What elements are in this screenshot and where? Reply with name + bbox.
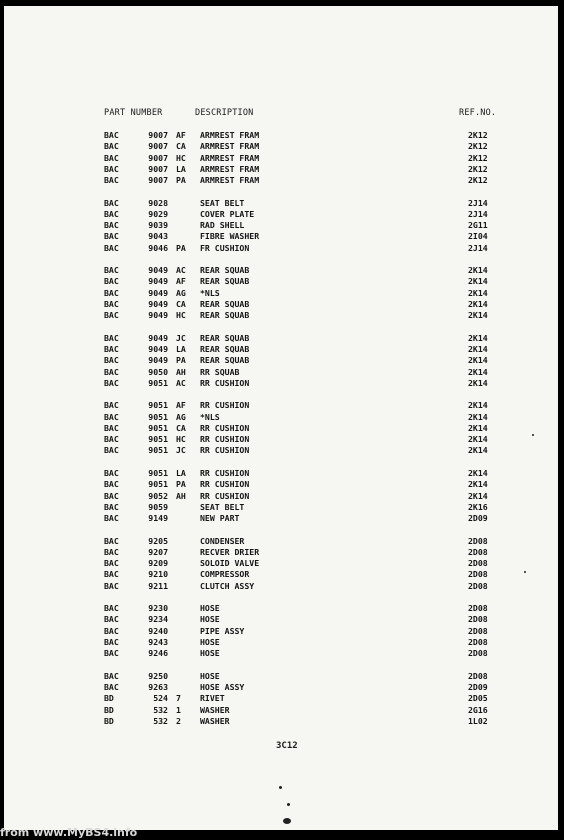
part-description: RR SQUAB — [200, 366, 240, 377]
part-prefix: BAC — [104, 366, 119, 377]
part-prefix: BAC — [104, 467, 119, 478]
ref-number: 2K14 — [468, 445, 488, 456]
table-row — [4, 220, 558, 231]
part-number: 9049 — [148, 287, 168, 298]
part-description: REAR SQUAB — [200, 310, 250, 321]
part-description: REAR SQUAB — [200, 298, 250, 309]
part-prefix: BAC — [104, 220, 119, 231]
ref-number: 2D08 — [468, 625, 488, 636]
part-prefix: BAC — [104, 434, 119, 445]
part-number: 9051 — [148, 445, 168, 456]
part-number: 9210 — [148, 569, 168, 580]
ref-number: 2K14 — [468, 344, 488, 355]
ref-number: 2G11 — [468, 220, 488, 231]
ref-number: 2K14 — [468, 467, 488, 478]
part-suffix: JC — [176, 445, 186, 456]
ref-number: 2D08 — [468, 648, 488, 659]
table-row — [4, 648, 558, 659]
part-number: 9029 — [148, 208, 168, 219]
document-page — [4, 6, 558, 830]
part-description: REAR SQUAB — [200, 344, 250, 355]
part-number: 9052 — [148, 490, 168, 501]
part-prefix: BAC — [104, 501, 119, 512]
part-prefix: BAC — [104, 625, 119, 636]
ref-number: 2K14 — [468, 366, 488, 377]
part-number: 9205 — [148, 535, 168, 546]
part-suffix: JC — [176, 332, 186, 343]
part-number: 9230 — [148, 603, 168, 614]
table-row — [4, 164, 558, 175]
scan-speck — [532, 434, 534, 436]
ref-number: 2D08 — [468, 535, 488, 546]
table-row — [4, 243, 558, 254]
part-prefix: BAC — [104, 580, 119, 591]
part-suffix: PA — [176, 479, 186, 490]
part-number: 9240 — [148, 625, 168, 636]
group-spacer — [4, 524, 558, 535]
part-number: 9049 — [148, 276, 168, 287]
part-number: 9051 — [148, 411, 168, 422]
part-description: REAR SQUAB — [200, 265, 250, 276]
part-prefix: BAC — [104, 298, 119, 309]
table-row — [4, 468, 558, 479]
table-row — [4, 479, 558, 490]
ref-number: 2K14 — [468, 287, 488, 298]
ref-number: 2K14 — [468, 355, 488, 366]
part-number: 9059 — [148, 501, 168, 512]
ref-number: 2K12 — [468, 175, 488, 186]
part-suffix: PA — [176, 355, 186, 366]
group-spacer — [4, 186, 558, 197]
table-row — [4, 175, 558, 186]
ref-number: 2K14 — [468, 400, 488, 411]
part-suffix: HC — [176, 310, 186, 321]
part-suffix: AG — [176, 287, 186, 298]
part-prefix: BD — [104, 715, 114, 726]
part-suffix: HC — [176, 152, 186, 163]
part-number: 532 — [153, 704, 168, 715]
ref-number: 2K14 — [468, 490, 488, 501]
table-row — [4, 378, 558, 389]
part-number: 9043 — [148, 231, 168, 242]
table-row — [4, 502, 558, 513]
ref-number: 2I04 — [468, 231, 488, 242]
part-prefix: BAC — [104, 614, 119, 625]
table-row — [4, 445, 558, 456]
part-suffix: AC — [176, 377, 186, 388]
part-description: NEW PART — [200, 513, 240, 524]
part-description: ARMREST FRAM — [200, 141, 260, 152]
part-prefix: BAC — [104, 355, 119, 366]
part-suffix: 7 — [176, 693, 181, 704]
part-number: 9007 — [148, 152, 168, 163]
part-suffix: 2 — [176, 715, 181, 726]
table-row — [4, 299, 558, 310]
part-prefix: BAC — [104, 648, 119, 659]
scan-speck — [279, 786, 282, 789]
ref-number: 2D08 — [468, 670, 488, 681]
part-description: RR CUSHION — [200, 490, 250, 501]
part-suffix: CA — [176, 141, 186, 152]
part-number: 9250 — [148, 670, 168, 681]
part-prefix: BAC — [104, 231, 119, 242]
table-row — [4, 603, 558, 614]
part-suffix: CA — [176, 298, 186, 309]
part-description: REAR SQUAB — [200, 355, 250, 366]
ref-number: 2J14 — [468, 242, 488, 253]
part-description: HOSE — [200, 614, 220, 625]
part-prefix: BAC — [104, 163, 119, 174]
part-suffix: PA — [176, 175, 186, 186]
ref-number: 2K14 — [468, 276, 488, 287]
part-prefix: BAC — [104, 479, 119, 490]
ref-number: 2D05 — [468, 693, 488, 704]
part-description: ARMREST FRAM — [200, 163, 260, 174]
part-description: PIPE ASSY — [200, 625, 245, 636]
part-number: 9007 — [148, 175, 168, 186]
part-description: WASHER — [200, 715, 230, 726]
table-row — [4, 141, 558, 152]
part-description: RR CUSHION — [200, 377, 250, 388]
part-number: 9049 — [148, 298, 168, 309]
part-prefix: BAC — [104, 141, 119, 152]
part-description: *NLS — [200, 411, 220, 422]
part-number: 9211 — [148, 580, 168, 591]
part-description: RR CUSHION — [200, 422, 250, 433]
part-suffix: AC — [176, 265, 186, 276]
header-ref-no: REF.NO. — [459, 108, 497, 118]
part-description: CONDENSER — [200, 535, 245, 546]
table-row — [4, 130, 558, 141]
part-prefix: BAC — [104, 265, 119, 276]
part-description: RR CUSHION — [200, 479, 250, 490]
part-prefix: BAC — [104, 197, 119, 208]
table-row — [4, 333, 558, 344]
group-spacer — [4, 592, 558, 603]
part-description: FR CUSHION — [200, 242, 250, 253]
part-description: HOSE ASSY — [200, 682, 245, 693]
table-row — [4, 558, 558, 569]
ref-number: 2J14 — [468, 197, 488, 208]
group-spacer — [4, 322, 558, 333]
part-prefix: BAC — [104, 513, 119, 524]
ref-number: 2D09 — [468, 682, 488, 693]
ref-number: 2K14 — [468, 298, 488, 309]
group-spacer — [4, 659, 558, 670]
part-number: 524 — [153, 693, 168, 704]
part-suffix: AF — [176, 400, 186, 411]
ref-number: 2D08 — [468, 636, 488, 647]
part-description: HOSE — [200, 603, 220, 614]
ref-number: 2D08 — [468, 569, 488, 580]
part-description: SEAT BELT — [200, 197, 245, 208]
table-row — [4, 434, 558, 445]
group-spacer — [4, 457, 558, 468]
table-row — [4, 491, 558, 502]
part-suffix: AG — [176, 411, 186, 422]
ref-number: 2K14 — [468, 411, 488, 422]
scan-speck — [287, 803, 290, 806]
part-prefix: BAC — [104, 682, 119, 693]
page-number: 3C12 — [276, 741, 298, 751]
part-number: 9149 — [148, 513, 168, 524]
table-row — [4, 716, 558, 727]
ref-number: 2K12 — [468, 141, 488, 152]
part-number: 9234 — [148, 614, 168, 625]
table-row — [4, 265, 558, 276]
table-row — [4, 569, 558, 580]
table-row — [4, 682, 558, 693]
part-description: COMPRESSOR — [200, 569, 250, 580]
scan-speck — [524, 571, 526, 573]
ref-number: 2K12 — [468, 163, 488, 174]
table-row — [4, 536, 558, 547]
part-number: 9051 — [148, 467, 168, 478]
part-prefix: BAC — [104, 411, 119, 422]
part-suffix: PA — [176, 242, 186, 253]
header-description: DESCRIPTION — [195, 108, 254, 118]
part-number: 9007 — [148, 163, 168, 174]
part-suffix: LA — [176, 163, 186, 174]
part-prefix: BAC — [104, 344, 119, 355]
table-row — [4, 626, 558, 637]
part-prefix: BAC — [104, 603, 119, 614]
part-description: *NLS — [200, 287, 220, 298]
part-description: SOLOID VALVE — [200, 558, 260, 569]
ref-number: 2K14 — [468, 422, 488, 433]
part-number: 9050 — [148, 366, 168, 377]
ref-number: 2J14 — [468, 208, 488, 219]
ref-number: 2D09 — [468, 513, 488, 524]
part-description: SEAT BELT — [200, 501, 245, 512]
part-prefix: BAC — [104, 242, 119, 253]
part-number: 9051 — [148, 434, 168, 445]
part-number: 9051 — [148, 479, 168, 490]
ref-number: 2D08 — [468, 558, 488, 569]
scan-speck — [283, 818, 291, 824]
part-description: HOSE — [200, 670, 220, 681]
part-number: 9209 — [148, 558, 168, 569]
table-row — [4, 412, 558, 423]
part-description: ARMREST FRAM — [200, 130, 260, 140]
table-row — [4, 423, 558, 434]
part-number: 9007 — [148, 141, 168, 152]
part-prefix: BAC — [104, 558, 119, 569]
part-number: 9049 — [148, 310, 168, 321]
part-suffix: CA — [176, 422, 186, 433]
part-number: 9046 — [148, 242, 168, 253]
table-row — [4, 400, 558, 411]
part-number: 9049 — [148, 344, 168, 355]
parts-list — [4, 130, 558, 727]
ref-number: 2K14 — [468, 310, 488, 321]
part-prefix: BAC — [104, 175, 119, 186]
ref-number: 2G16 — [468, 704, 488, 715]
table-row — [4, 614, 558, 625]
part-prefix: BAC — [104, 569, 119, 580]
part-prefix: BAC — [104, 490, 119, 501]
part-prefix: BAC — [104, 130, 119, 140]
part-number: 9049 — [148, 355, 168, 366]
header-part-number: PART NUMBER — [104, 108, 163, 118]
table-row — [4, 671, 558, 682]
part-number: 9007 — [148, 130, 168, 140]
part-number: 9246 — [148, 648, 168, 659]
table-row — [4, 547, 558, 558]
part-description: RR CUSHION — [200, 400, 250, 411]
table-row — [4, 276, 558, 287]
part-number: 9051 — [148, 422, 168, 433]
part-description: COVER PLATE — [200, 208, 255, 219]
ref-number: 2D08 — [468, 614, 488, 625]
group-spacer — [4, 389, 558, 400]
part-number: 532 — [153, 715, 168, 726]
part-suffix: LA — [176, 467, 186, 478]
table-row — [4, 198, 558, 209]
table-row — [4, 693, 558, 704]
part-description: RAD SHELL — [200, 220, 245, 231]
part-suffix: AH — [176, 366, 186, 377]
table-row — [4, 153, 558, 164]
table-row — [4, 513, 558, 524]
ref-number: 2K12 — [468, 152, 488, 163]
part-number: 9049 — [148, 332, 168, 343]
part-number: 9207 — [148, 546, 168, 557]
part-prefix: BAC — [104, 287, 119, 298]
part-number: 9243 — [148, 636, 168, 647]
table-row — [4, 209, 558, 220]
part-prefix: BAC — [104, 636, 119, 647]
table-row — [4, 344, 558, 355]
table-row — [4, 288, 558, 299]
part-prefix: BAC — [104, 377, 119, 388]
part-prefix: BAC — [104, 535, 119, 546]
part-description: FIBRE WASHER — [200, 231, 260, 242]
table-row — [4, 581, 558, 592]
part-number: 9051 — [148, 400, 168, 411]
part-prefix: BD — [104, 693, 114, 704]
part-suffix: HC — [176, 434, 186, 445]
part-suffix: 1 — [176, 704, 181, 715]
part-suffix: AF — [176, 130, 186, 140]
part-number: 9049 — [148, 265, 168, 276]
table-row — [4, 367, 558, 378]
part-prefix: BD — [104, 704, 114, 715]
part-prefix: BAC — [104, 276, 119, 287]
part-number: 9051 — [148, 377, 168, 388]
table-row — [4, 637, 558, 648]
part-description: RIVET — [200, 693, 225, 704]
part-description: RR CUSHION — [200, 445, 250, 456]
ref-number: 2K12 — [468, 130, 488, 140]
ref-number: 2K14 — [468, 332, 488, 343]
ref-number: 1L02 — [468, 715, 488, 726]
ref-number: 2K14 — [468, 479, 488, 490]
part-description: RECVER DRIER — [200, 546, 260, 557]
part-description: RR CUSHION — [200, 434, 250, 445]
part-prefix: BAC — [104, 670, 119, 681]
part-prefix: BAC — [104, 445, 119, 456]
part-prefix: BAC — [104, 422, 119, 433]
part-description: RR CUSHION — [200, 467, 250, 478]
part-description: REAR SQUAB — [200, 332, 250, 343]
part-prefix: BAC — [104, 546, 119, 557]
part-description: ARMREST FRAM — [200, 152, 260, 163]
part-number: 9039 — [148, 220, 168, 231]
part-description: WASHER — [200, 704, 230, 715]
source-watermark: from www.MyBS4.info — [0, 826, 138, 839]
part-suffix: LA — [176, 344, 186, 355]
part-suffix: AF — [176, 276, 186, 287]
part-number: 9028 — [148, 197, 168, 208]
part-prefix: BAC — [104, 400, 119, 411]
part-prefix: BAC — [104, 332, 119, 343]
part-description: REAR SQUAB — [200, 276, 250, 287]
ref-number: 2D08 — [468, 546, 488, 557]
part-prefix: BAC — [104, 208, 119, 219]
group-spacer — [4, 254, 558, 265]
part-number: 9263 — [148, 682, 168, 693]
table-row — [4, 231, 558, 242]
ref-number: 2K14 — [468, 434, 488, 445]
table-row — [4, 310, 558, 321]
ref-number: 2K14 — [468, 377, 488, 388]
ref-number: 2D08 — [468, 603, 488, 614]
part-description: HOSE — [200, 648, 220, 659]
part-prefix: BAC — [104, 152, 119, 163]
ref-number: 2K14 — [468, 265, 488, 276]
ref-number: 2D08 — [468, 580, 488, 591]
part-suffix: AH — [176, 490, 186, 501]
part-description: CLUTCH ASSY — [200, 580, 255, 591]
ref-number: 2K16 — [468, 501, 488, 512]
part-description: ARMREST FRAM — [200, 175, 260, 186]
part-prefix: BAC — [104, 310, 119, 321]
table-row — [4, 355, 558, 366]
part-description: HOSE — [200, 636, 220, 647]
table-row — [4, 705, 558, 716]
